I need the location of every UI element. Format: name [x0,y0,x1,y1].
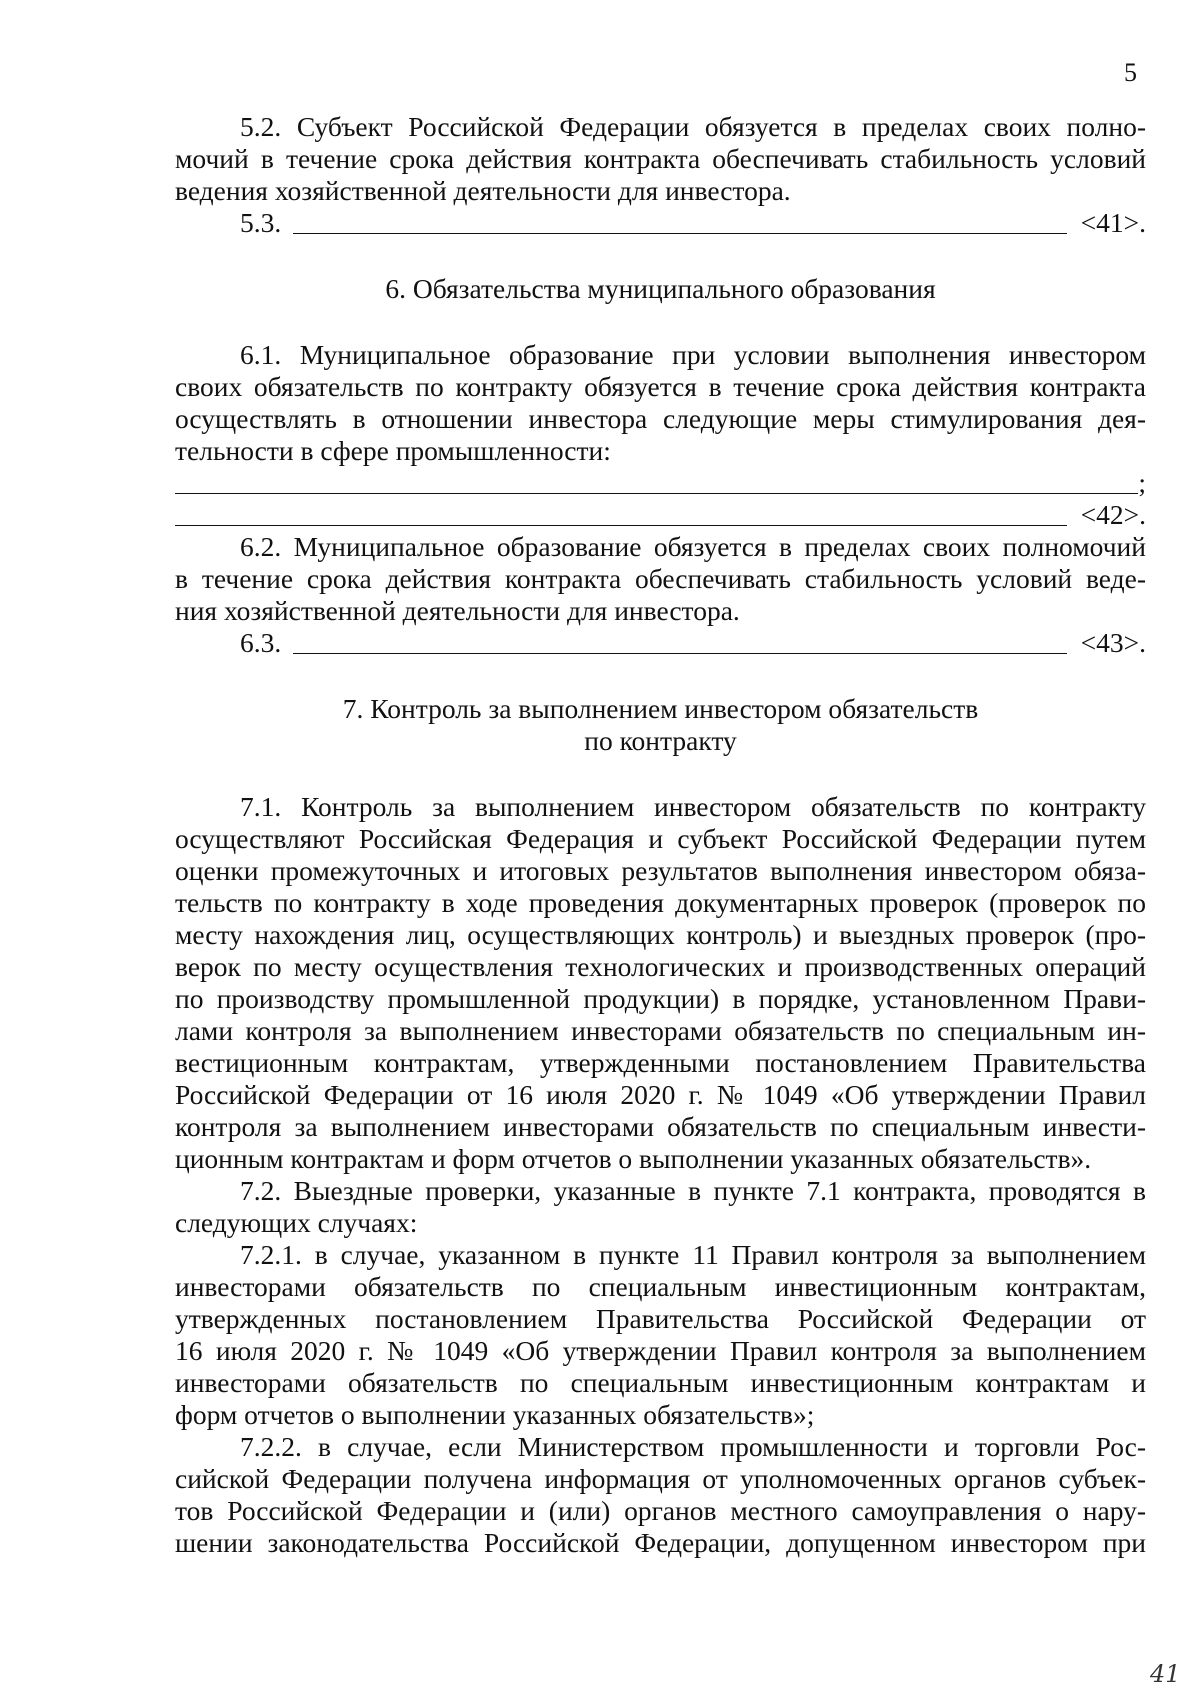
clause-line: 16 июля 2020 г. № 1049 «Об утверждении Правил контроля за выполнением [175,1335,1146,1366]
clause-label: 5.3. [240,207,282,238]
footnote-ref: <41>. [1080,207,1146,238]
clause-line: 7.2.1. в случае, указанном в пункте 11 Правил контроля за выполнением [240,1239,1146,1270]
clause-line: шении законодательства Российской Федерации, допущенном инвестором при [175,1527,1146,1558]
clause-6-1 [175,339,1146,467]
clause-line: оценки промежуточных и итоговых результатов выполнения инвестором обяза- [175,855,1146,886]
clause-line: 7.2. Выездные проверки, указанные в пункте 7.1 контракта, проводятся в [240,1175,1146,1206]
clause-line: 6.1. Муниципальное образование при условии выполнения инвестором [240,339,1146,370]
blank-fill-line [175,501,1067,526]
clause-line: в течение срока действия контракта обеспечивать стабильность условий веде- [175,563,1146,594]
clause-line: сийской Федерации получена информация от уполномоченных органов субъек- [175,1463,1146,1494]
section-heading-7 [175,693,1146,757]
clause-line: следующих случаях: [175,1207,418,1238]
clause-line: 7.1. Контроль за выполнением инвестором обязательств по контракту [240,791,1146,822]
heading-line: по контракту [584,725,737,756]
clause-line: осуществлять в отношении инвестора следующие меры стимулирования дея- [175,403,1146,434]
line-end-mark: ; [1138,467,1146,498]
clause-line: утвержденных постановлением Правительства Российской Федерации от [175,1303,1146,1334]
clause-line: Российской Федерации от 16 июля 2020 г. № 1049 «Об утверждении Правил [175,1079,1146,1110]
clause-line: своих обязательств по контракту обязуется в течение срока действия контракта [175,371,1146,402]
clause-label: 6.3. [240,627,282,658]
clause-7-2-2 [175,1431,1146,1559]
footnote-ref: <43>. [1080,627,1146,658]
clause-line: 7.2.2. в случае, если Министерством промышленности и торговли Рос- [240,1431,1146,1462]
clause-line: по производству промышленной продукции) в порядке, установленном Прави- [175,983,1146,1014]
clause-line: лами контроля за выполнением инвесторами обязательств по специальным ин- [175,1015,1146,1046]
clause-line: ционным контрактам и форм отчетов о выполнении указанных обязательств». [175,1143,1092,1174]
handwritten-sheet-number: 41 [1150,1660,1181,1688]
section-heading-6: 6. Обязательства муниципального образования [385,273,936,304]
clause-6-2 [175,531,1146,627]
clause-line: контроля за выполнением инвесторами обязательств по специальным инвести- [175,1111,1146,1142]
clause-line: месту нахождения лиц, осуществляющих контроль) и выездных проверок (про- [175,919,1146,950]
clause-line: 6.2. Муниципальное образование обязуется в пределах своих полномочий [240,531,1146,562]
clause-line: мочий в течение срока действия контракта обеспечивать стабильность условий [175,143,1146,174]
blank-fill-line [175,469,1138,494]
clause-line: вестиционным контрактам, утвержденными постановлением Правительства [175,1047,1146,1078]
clause-line: тельности в сфере промышленности: [175,435,611,466]
clause-line: тов Российской Федерации и (или) органов местного самоуправления о нару- [175,1495,1146,1526]
clause-7-2-1 [175,1239,1146,1431]
clause-line: верок по месту осуществления технологических и производственных операций [175,951,1146,982]
clause-5-3 [175,207,1146,239]
blank-fill-line [293,209,1066,234]
clause-7-2 [175,1175,1146,1239]
blank-fill-line [293,629,1066,654]
blank-line-1 [175,467,1146,499]
page-number: 5 [1124,58,1137,87]
heading-line: 7. Контроль за выполнением инвестором обязательств [342,693,979,724]
document-body [175,111,1146,1559]
clause-line: ведения хозяйственной деятельности для инвестора. [175,175,791,206]
blank-line-2 [175,499,1146,531]
clause-line: 5.2. Субъект Российской Федерации обязуется в пределах своих полно- [240,111,1146,142]
clause-6-3 [175,627,1146,659]
clause-line: форм отчетов о выполнении указанных обязательств»; [175,1399,815,1430]
clause-line: тельств по контракту в ходе проведения документарных проверок (проверок по [175,887,1146,918]
clause-5-2 [175,111,1146,207]
clause-line: инвесторами обязательств по специальным инвестиционным контрактам и [175,1367,1146,1398]
footnote-ref: <42>. [1080,499,1146,530]
clause-7-1 [175,791,1146,1175]
clause-line: осуществляют Российская Федерация и субъект Российской Федерации путем [175,823,1146,854]
clause-line: ния хозяйственной деятельности для инвестора. [175,595,740,626]
clause-line: инвесторами обязательств по специальным инвестиционным контрактам, [175,1271,1146,1302]
